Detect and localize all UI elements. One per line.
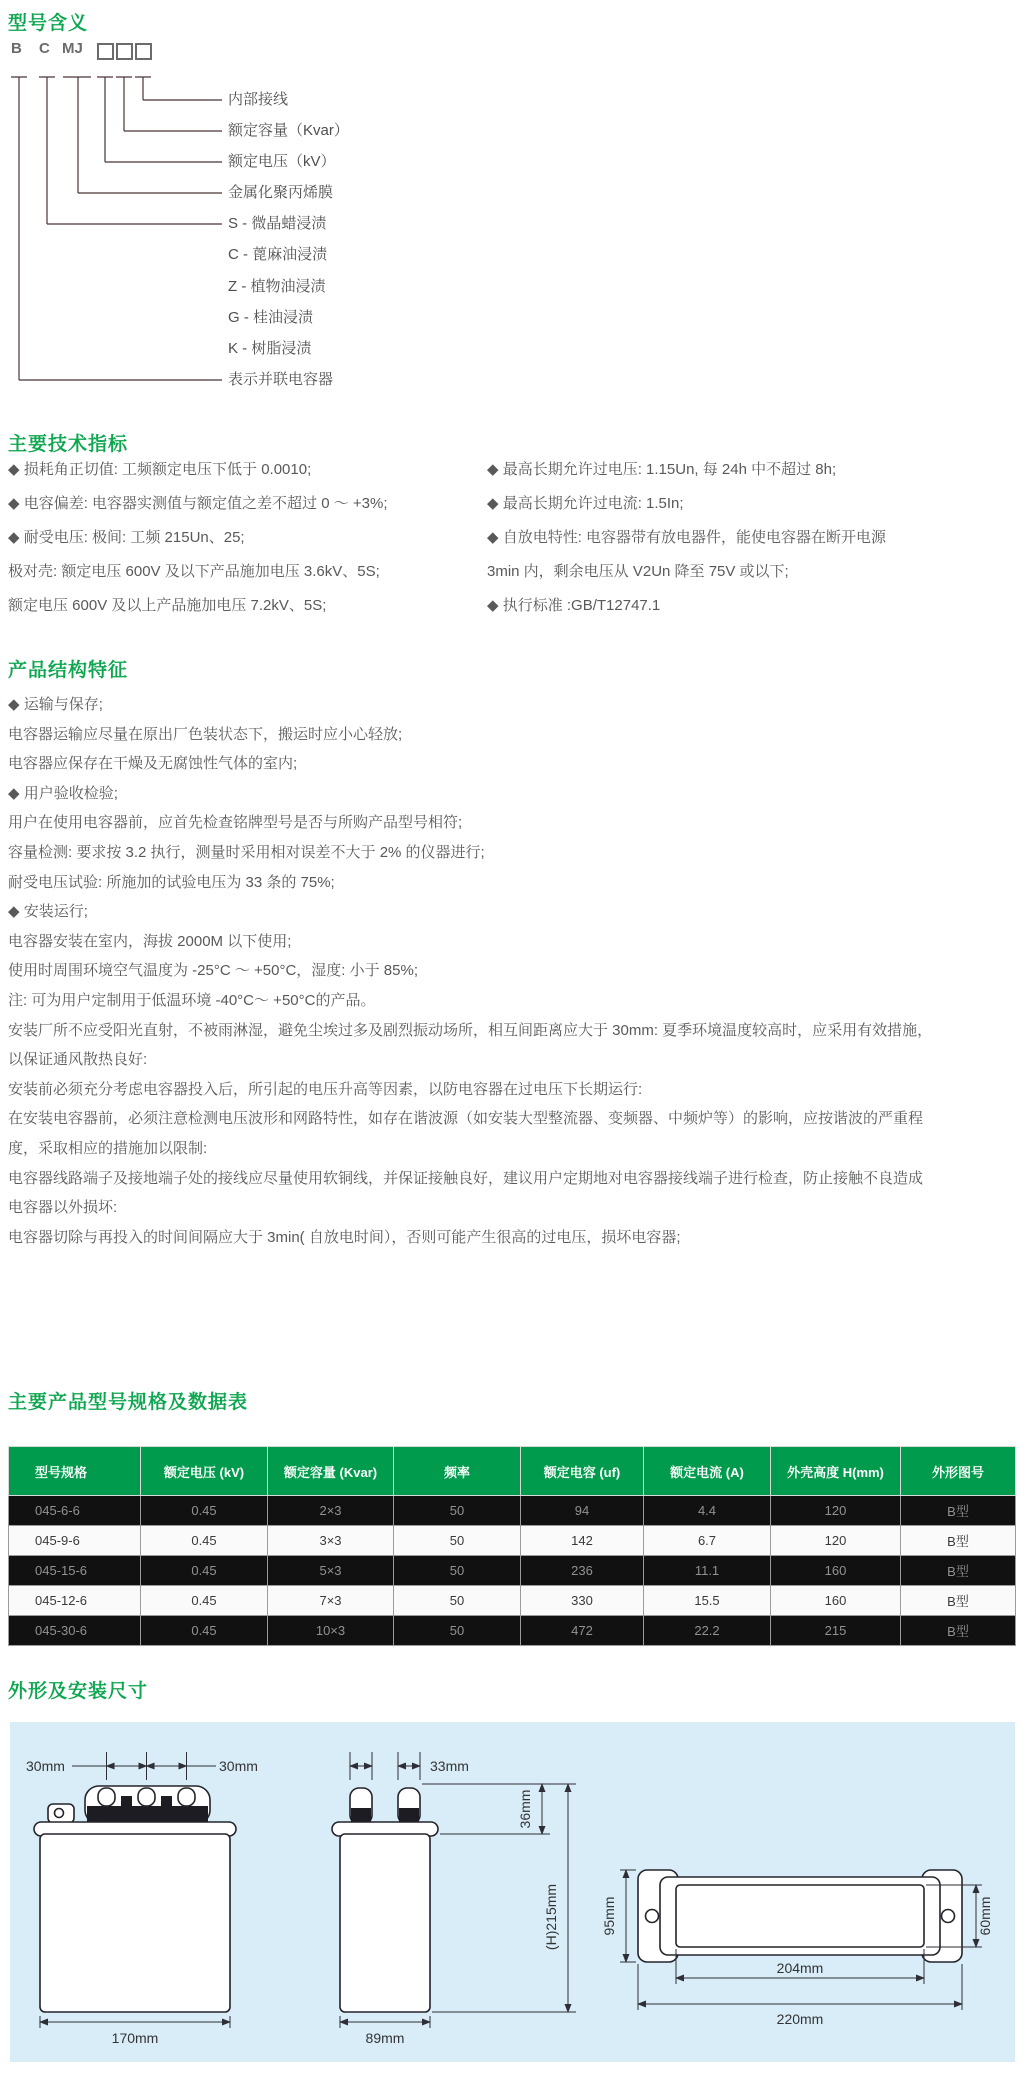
cell-outline-no: B型 [901, 1586, 1016, 1616]
model-code-label: Z - 植物油浸渍 [228, 277, 326, 295]
cell-rated-capacitance: 472 [521, 1616, 644, 1646]
cell-rated-voltage: 0.45 [141, 1616, 268, 1646]
dim-top-outer-width: 220mm [776, 2011, 824, 2027]
tech-spec-line: ◆ 最高长期允许过电压: 1.15Un, 每 24h 中不超过 8h; [487, 461, 837, 478]
code-box [116, 43, 133, 60]
cell-rated-capacity: 3×3 [268, 1526, 394, 1556]
cell-rated-capacity: 10×3 [268, 1616, 394, 1646]
tech-specs-right-column [487, 453, 1021, 623]
model-code-label: S - 微晶蜡浸渍 [228, 215, 327, 233]
cell-model: 045-15-6 [9, 1556, 141, 1586]
structure-line: 电容器切除与再投入的时间间隔应大于 3min( 自放电时间），否则可能产生很高的过电压，损坏电容器; [8, 1228, 681, 1246]
col-header-rated-voltage: 额定电压 (kV) [141, 1447, 268, 1496]
structure-line: ◆ 运输与保存; [8, 696, 103, 713]
structure-line: 电容器安装在室内，海拔 2000M 以下使用; [8, 932, 292, 950]
cell-case-height: 120 [771, 1496, 901, 1526]
structure-line: 电容器运输应尽量在原出厂色装状态下，搬运时应小心轻放; [8, 725, 403, 743]
cell-rated-capacitance: 330 [521, 1586, 644, 1616]
cell-model: 045-12-6 [9, 1586, 141, 1616]
spec-table-row [9, 1526, 1016, 1556]
dim-side-terminal-height: 36mm [517, 1789, 533, 1829]
tech-spec-line: ◆ 损耗角正切值: 工频额定电压下低于 0.0010; [8, 461, 312, 478]
cell-case-height: 160 [771, 1586, 901, 1616]
cell-outline-no: B型 [901, 1526, 1016, 1556]
model-code-label: C - 蓖麻油浸渍 [228, 246, 328, 264]
tech-specs-left-column [8, 453, 480, 623]
spec-table [8, 1446, 1016, 1646]
structure-line: ◆ 安装运行; [8, 903, 88, 921]
dim-top-right-depth: 60mm [977, 1896, 993, 1936]
tech-spec-line: ◆ 耐受电压: 极间: 工频 215Un、25; [8, 529, 245, 546]
cell-model: 045-6-6 [9, 1496, 141, 1526]
model-code-labels [228, 84, 349, 395]
tech-spec-line: ◆ 自放电特性: 电容器带有放电器件，能使电容器在断开电源 [487, 529, 887, 546]
cell-case-height: 160 [771, 1556, 901, 1586]
structure-line: 注: 可为用户定制用于低温环境 -40°C～ +50°C的产品。 [8, 991, 376, 1009]
structure-line: 电容器线路端子及接地端子处的接线应尽量使用软铜线，并保证接触良好，建议用户定期地对电容器接线端子进行检查，防止接触不良造成 [8, 1169, 924, 1187]
structure-line: 用户在使用电容器前，应首先检查铭牌型号是否与所购产品型号相符; [8, 814, 463, 832]
cell-rated-capacity: 2×3 [268, 1496, 394, 1526]
cell-frequency: 50 [394, 1586, 521, 1616]
model-code-label: G - 桂油浸渍 [228, 308, 313, 326]
tech-spec-line: 3min 内，剩余电压从 V2Un 降至 75V 或以下; [487, 563, 789, 580]
model-code-tree-lines [0, 0, 700, 400]
cell-rated-current: 4.4 [644, 1496, 771, 1526]
model-code-label: 内部接线 [228, 91, 289, 108]
cell-model: 045-30-6 [9, 1616, 141, 1646]
cell-rated-voltage: 0.45 [141, 1496, 268, 1526]
section-heading-spec-table: 主要产品型号规格及数据表 [8, 1392, 249, 1413]
structure-paragraph [8, 690, 1020, 1252]
cell-frequency: 50 [394, 1556, 521, 1586]
section-heading-model-meaning: 型号含义 [8, 13, 89, 34]
cell-rated-current: 11.1 [644, 1556, 771, 1586]
spec-table-row [9, 1586, 1016, 1616]
model-code-label: 金属化聚丙烯膜 [228, 184, 334, 202]
code-box [97, 43, 114, 60]
cell-rated-capacitance: 94 [521, 1496, 644, 1526]
structure-line: 以保证通风散热良好: [8, 1051, 148, 1069]
cell-rated-capacitance: 142 [521, 1526, 644, 1556]
model-code-label: 表示并联电容器 [228, 370, 334, 388]
structure-line: 安装厂所不应受阳光直射，不被雨淋湿，避免尘埃过多及剧烈振动场所，相互间距离应大于 30mm: 夏季环境温度较高时，应采用有效措施， [8, 1021, 933, 1039]
front-view-drawing [26, 1752, 258, 2046]
structure-line: 度，采取相应的措施加以限制: [8, 1139, 208, 1157]
cell-case-height: 215 [771, 1616, 901, 1646]
cell-frequency: 50 [394, 1526, 521, 1556]
spec-table-header-row [9, 1447, 1016, 1496]
top-view-drawing [601, 1870, 993, 2027]
cell-rated-capacitance: 236 [521, 1556, 644, 1586]
model-code-label: K - 树脂浸渍 [228, 339, 312, 357]
structure-line: 耐受电压试验: 所施加的试验电压为 33 条的 75%; [8, 873, 335, 891]
structure-line: 电容器应保存在干燥及无腐蚀性气体的室内; [8, 755, 298, 773]
section-heading-outline: 外形及安装尺寸 [8, 1681, 149, 1702]
cell-frequency: 50 [394, 1616, 521, 1646]
dim-front-width: 170mm [111, 2030, 159, 2046]
cell-rated-voltage: 0.45 [141, 1526, 268, 1556]
spec-table-row [9, 1496, 1016, 1526]
outline-drawing-panel [10, 1722, 1015, 2062]
tech-spec-line: 极对壳: 额定电压 600V 及以下产品施加电压 3.6kV、5S; [8, 563, 380, 580]
tech-spec-line: ◆ 电容偏差: 电容器实测值与额定值之差不超过 0 ～ +3%; [8, 495, 388, 512]
code-letter-b: B [11, 40, 22, 57]
cell-rated-voltage: 0.45 [141, 1586, 268, 1616]
col-header-model: 型号规格 [9, 1447, 141, 1496]
structure-line: 容量检测: 要求按 3.2 执行，测量时采用相对误差不大于 2% 的仪器进行; [8, 843, 485, 861]
code-letter-c: C [39, 40, 50, 57]
cell-case-height: 120 [771, 1526, 901, 1556]
section-heading-structure: 产品结构特征 [8, 660, 129, 681]
cell-outline-no: B型 [901, 1556, 1016, 1586]
cell-rated-current: 22.2 [644, 1616, 771, 1646]
model-code-label: 额定电压（kV） [228, 153, 336, 171]
col-header-outline-no: 外形图号 [901, 1447, 1016, 1496]
cell-rated-voltage: 0.45 [141, 1556, 268, 1586]
dimension-drawings [10, 1722, 1015, 2062]
spec-table-row [9, 1616, 1016, 1646]
tech-spec-line: ◆ 最高长期允许过电流: 1.5In; [487, 495, 684, 512]
section-heading-tech-specs: 主要技术指标 [8, 434, 129, 455]
structure-line: 安装前必须充分考虑电容器投入后，所引起的电压升高等因素，以防电容器在过电压下长期运行: [8, 1080, 643, 1098]
model-code-label: 额定容量（Kvar） [228, 122, 349, 140]
dim-side-total-height: (H)215mm [543, 1883, 559, 1951]
tech-spec-line: 额定电压 600V 及以上产品施加电压 7.2kV、5S; [8, 597, 327, 614]
spec-table-row [9, 1556, 1016, 1586]
cell-rated-capacity: 5×3 [268, 1556, 394, 1586]
dim-side-pitch: 33mm [430, 1758, 469, 1774]
dim-top-inner-width: 204mm [776, 1960, 824, 1976]
structure-line: 在安装电容器前，必须注意检测电压波形和网路特性，如存在谐波源（如安装大型整流器、变频器、中频炉等）的影响，应按谐波的严重程 [8, 1110, 924, 1128]
cell-frequency: 50 [394, 1496, 521, 1526]
spec-table-body [9, 1496, 1016, 1646]
dim-top-height: 95mm [601, 1896, 617, 1936]
col-header-rated-capacity: 额定容量 (Kvar) [268, 1447, 394, 1496]
cell-model: 045-9-6 [9, 1526, 141, 1556]
structure-line: ◆ 用户验收检验; [8, 784, 118, 802]
cell-rated-current: 15.5 [644, 1586, 771, 1616]
code-box [135, 43, 152, 60]
structure-line: 电容器以外损坏: [8, 1199, 118, 1217]
cell-outline-no: B型 [901, 1616, 1016, 1646]
cell-rated-current: 6.7 [644, 1526, 771, 1556]
col-header-frequency: 频率 [394, 1447, 521, 1496]
code-letter-mj: MJ [62, 40, 83, 57]
col-header-case-height: 外壳高度 H(mm) [771, 1447, 901, 1496]
col-header-rated-current: 额定电流 (A) [644, 1447, 771, 1496]
dim-front-pitch-left: 30mm [26, 1758, 65, 1774]
cell-rated-capacity: 7×3 [268, 1586, 394, 1616]
dim-side-depth: 89mm [365, 2030, 405, 2046]
tech-spec-line: ◆ 执行标准 :GB/T12747.1 [487, 597, 661, 614]
col-header-rated-capacitance: 额定电容 (uf) [521, 1447, 644, 1496]
structure-line: 使用时周围环境空气温度为 -25°C ～ +50°C，湿度: 小于 85%; [8, 962, 418, 980]
side-view-drawing [332, 1752, 576, 2046]
cell-outline-no: B型 [901, 1496, 1016, 1526]
dim-front-pitch-right: 30mm [219, 1758, 258, 1774]
